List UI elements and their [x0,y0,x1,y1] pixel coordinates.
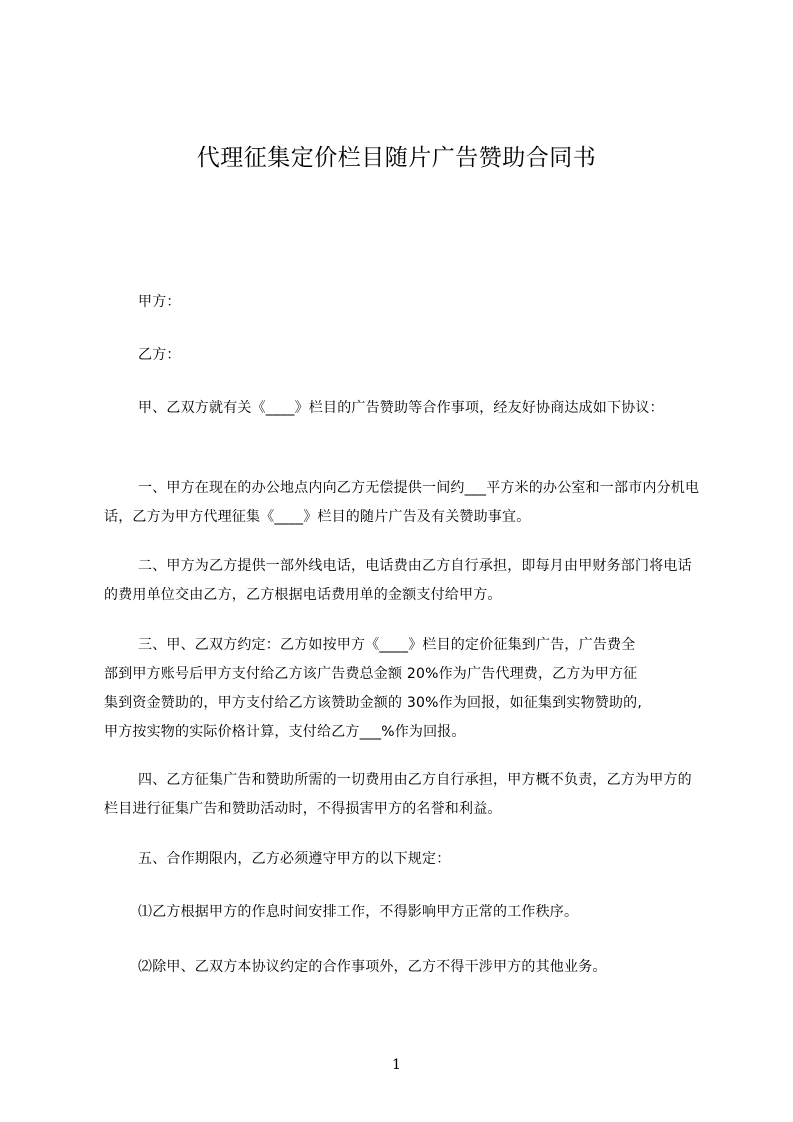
intro-paragraph: 甲、乙双方就有关《____》栏目的广告赞助等合作事项，经友好协商达成如下协议： [138,400,664,416]
clause-4: 四、乙方征集广告和赞助所需的一切费用由乙方自行承担，甲方概不负责，乙方为甲方的栏目进行征集广告和赞助活动时，不得损害甲方的名誉和利益。 [104,772,692,817]
clause-3-line-1: 三、甲、乙双方约定：乙方如按甲方《____》栏目的定价征集到广告，广告费全 [138,637,636,653]
page-number: 1 [392,1057,401,1073]
rule-2: ⑵除甲、乙双方本协议约定的合作事项外，乙方不得干涉甲方的其他业务。 [138,959,607,975]
document-title: 代理征集定价栏目随片广告赞助合同书 [196,145,597,171]
clause-1: 一、甲方在现在的办公地点内向乙方无偿提供一间约___平方米的办公室和一部市内分机电话，乙方为甲方代理征集《____》栏目的随片广告及有关赞助事宜。 [104,480,700,525]
party-a-label: 甲方： [138,294,181,310]
clause-3-line-2: 部到甲方账号后甲方支付给乙方该广告费总金额 20%作为广告代理费，乙方为甲方征 [104,666,638,682]
rule-1: ⑴乙方根据甲方的作息时间安排工作，不得影响甲方正常的工作秩序。 [138,904,579,920]
party-b-label: 乙方： [138,347,181,363]
clause-2: 二、甲方为乙方提供一部外线电话，电话费由乙方自行承担，即每月由甲财务部门将电话的费用单位交由乙方，乙方根据电话费用单的金额支付给甲方。 [104,558,692,603]
clause-3-line-4: 甲方按实物的实际价格计算，支付给乙方___%作为回报。 [104,724,466,740]
clause-3 [104,631,700,747]
clause-5: 五、合作期限内，乙方必须遵守甲方的以下规定： [138,851,451,867]
clause-3-line-3: 集到资金赞助的，甲方支付给乙方该赞助金额的 30%作为回报，如征集到实物赞助的, [104,695,643,711]
